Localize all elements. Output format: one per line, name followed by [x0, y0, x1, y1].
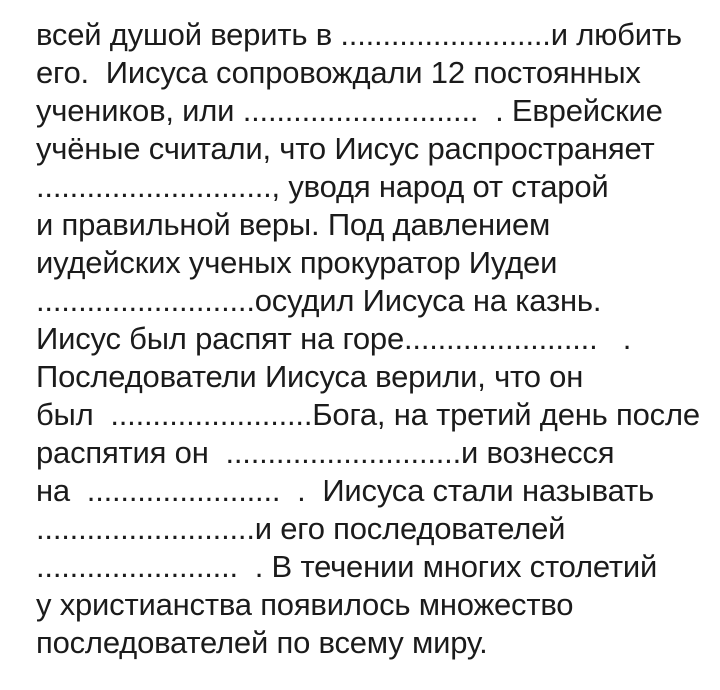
- text-line-6: и правильной веры. Под давлением: [36, 207, 551, 242]
- text-line-3: учеников, или ............................ . Еврейские: [36, 93, 663, 128]
- text-line-8: ..........................осудил Иисуса на казнь.: [36, 283, 602, 318]
- text-line-9: Иисус был распят на горе....................... .: [36, 321, 632, 356]
- text-line-16: у христианства появилось множество: [36, 587, 574, 622]
- text-line-7: иудейских ученых прокуратор Иудеи: [36, 245, 558, 280]
- text-line-17: последователей по всему миру.: [36, 625, 488, 660]
- text-line-10: Последователи Иисуса верили, что он: [36, 359, 584, 394]
- text-line-4: учёные считали, что Иисус распространяет: [36, 131, 655, 166]
- text-line-11: был ........................Бога, на третий день после: [36, 397, 700, 432]
- text-line-1: всей душой верить в .........................и любить: [36, 17, 682, 52]
- text-line-2: его. Иисуса сопровождали 12 постоянных: [36, 55, 641, 90]
- text-line-14: ..........................и его последователей: [36, 511, 566, 546]
- text-line-12: распятия он ............................и вознесся: [36, 435, 615, 470]
- text-line-15: ........................ . В течении многих столетий: [36, 549, 658, 584]
- text-line-13: на ....................... . Иисуса стали называть: [36, 473, 654, 508]
- text-line-5: ............................, уводя народ от старой: [36, 169, 609, 204]
